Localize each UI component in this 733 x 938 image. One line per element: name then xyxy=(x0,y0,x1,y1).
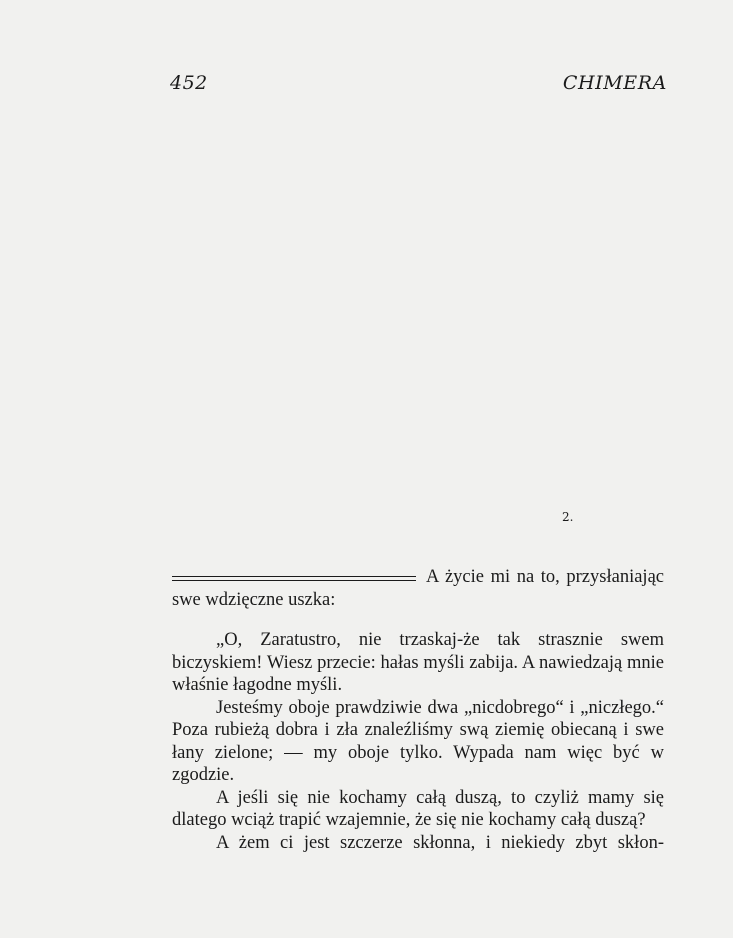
body-text xyxy=(172,566,664,854)
section-number: 2. xyxy=(562,510,574,524)
paragraph-3: Jesteśmy oboje prawdziwie dwa „nicdobrego“ i „niczłego.“ Poza rubieżą dobra i zła znaleźliśmy swą ziemię obiecaną i swe łany zielone; — my oboje tylko. Wypada nam więc być w zgodzie. xyxy=(172,697,664,785)
running-title: CHIMERA xyxy=(562,72,667,94)
paragraph-4: A jeśli się nie kochamy całą duszą, to czyliż mamy się dlatego wciąż trapić wzajemnie, że się nie kochamy całą duszą? xyxy=(172,787,664,830)
paragraph-2: „O, Zaratustro, nie trzaskaj-że tak strasznie swem biczyskiem! Wiesz przecie: hałas myśli zabija. A nawiedzają mnie właśnie łagodne myśli. xyxy=(172,630,664,695)
paragraph-1: A życie mi na to, przysłaniając swe wdzięczne uszka: xyxy=(172,567,664,610)
page-number: 452 xyxy=(170,72,208,94)
paragraph-5: A żem ci jest szczerze skłonna, i niekiedy zbyt skłon- xyxy=(216,832,664,853)
paragraph-gap xyxy=(172,611,664,629)
